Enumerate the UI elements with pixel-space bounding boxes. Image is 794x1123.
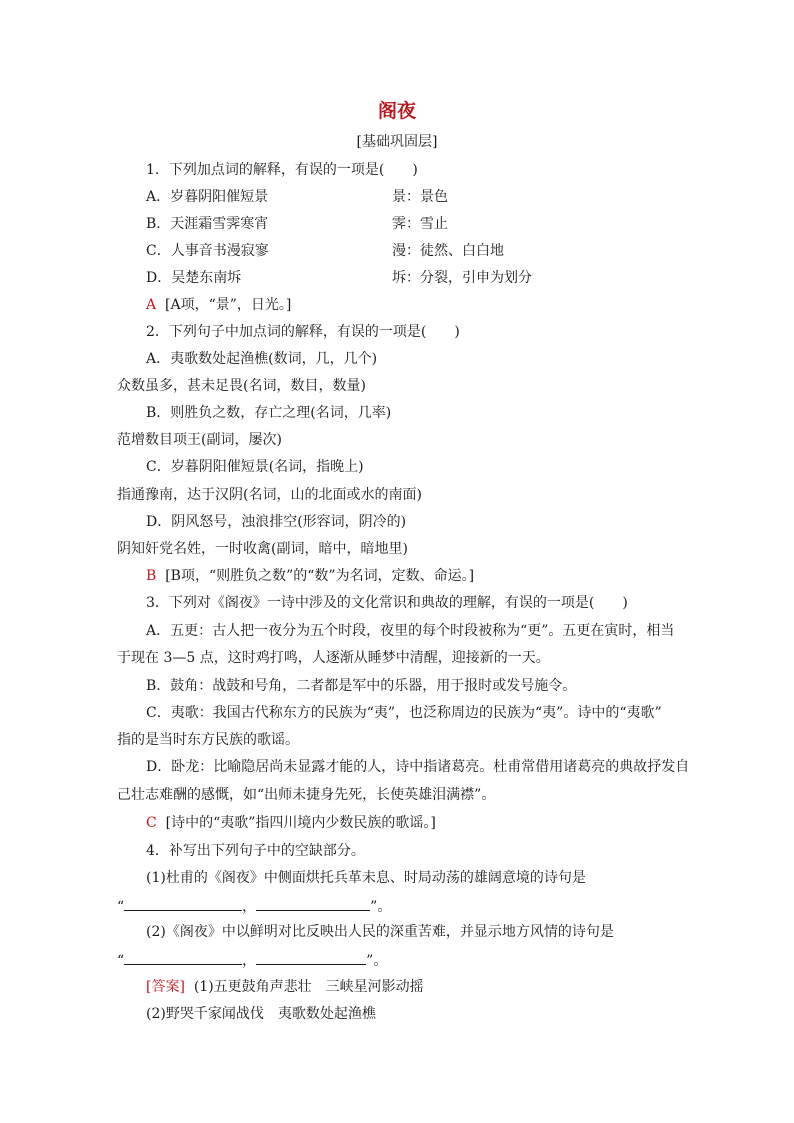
- question-3-option-d-cont: 己壮志难酬的感慨，如“出师未捷身先死，长使英雄泪满襟”。: [117, 787, 496, 803]
- question-4-prompt-2: (2)《阁夜》中以鲜明对比反映出人民的深重苦难，并显示地方风情的诗句是: [146, 924, 614, 940]
- question-1-option-d: D．吴楚东南坼 坼：分裂，引申为划分: [146, 270, 532, 286]
- question-1-option-b: B．天涯霜雪霁寒宵 霁：雪止: [146, 216, 448, 232]
- fill-in-blank[interactable]: [124, 950, 242, 965]
- section-heading: [基础巩固层]: [356, 134, 438, 150]
- question-4-blank-line-2: “ ， ”。: [117, 950, 387, 970]
- answer-letter: A: [146, 297, 157, 313]
- question-3-option-c: C．夷歌：我国古代称东方的民族为“夷”，也泛称周边的民族为“夷”。诗中的“夷歌”: [146, 705, 662, 721]
- question-1-stem: 1．下列加点词的解释，有误的一项是( ): [146, 162, 418, 178]
- question-4-blank-line-1: “ ， ”。: [117, 896, 391, 916]
- question-2-line: 众数虽多，甚未足畏(名词，数目，数量): [117, 378, 366, 394]
- question-4-answer-1: [答案] (1)五更鼓角声悲壮 三峡星河影动摇: [146, 979, 424, 995]
- question-2-line: 范增数目项王(副词，屡次): [117, 432, 282, 448]
- question-3-option-b: B．鼓角：战鼓和号角，二者都是军中的乐器，用于报时或发号施令。: [146, 678, 577, 694]
- question-1-answer: A [A项，“景”，日光。]: [146, 297, 292, 313]
- fill-in-blank[interactable]: [256, 950, 366, 965]
- question-2-answer: B [B项，“则胜负之数”的“数”为名词，定数、命运。]: [146, 568, 475, 584]
- question-4-answer-2: (2)野哭千家闻战伐 夷歌数处起渔樵: [146, 1006, 376, 1022]
- question-3-answer: C [诗中的“夷歌”指四川境内少数民族的歌谣。]: [146, 815, 436, 831]
- question-4-prompt-1: (1)杜甫的《阁夜》中侧面烘托兵革未息、时局动荡的雄阔意境的诗句是: [146, 870, 586, 886]
- question-3-option-d: D．卧龙：比喻隐居尚未显露才能的人，诗中指诸葛亮。杜甫常借用诸葛亮的典故抒发自: [146, 759, 690, 775]
- question-1-option-a: A．岁暮阴阳催短景 景：景色: [146, 189, 448, 205]
- question-2-line: D．阴风怒号，浊浪排空(形容词，阴冷的): [146, 514, 407, 530]
- page-title: 阁夜: [377, 100, 416, 122]
- question-2-line: A．夷歌数处起渔樵(数词，几，几个): [146, 351, 378, 367]
- question-3-option-a-cont: 于现在 3—5 点，这时鸡打鸣，人逐渐从睡梦中清醒，迎接新的一天。: [117, 650, 550, 666]
- answer-letter: C: [146, 815, 157, 831]
- answer-label: [答案]: [146, 979, 185, 995]
- fill-in-blank[interactable]: [124, 896, 242, 911]
- answer-letter: B: [146, 568, 157, 584]
- question-2-line: 阴知奸党名姓，一时收禽(副词，暗中，暗地里): [117, 541, 408, 557]
- question-1-option-c: C．人事音书漫寂寥 漫：徒然、白白地: [146, 243, 504, 259]
- question-2-stem: 2．下列句子中加点词的解释，有误的一项是( ): [146, 324, 460, 340]
- question-3-stem: 3．下列对《阁夜》一诗中涉及的文化常识和典故的理解，有误的一项是( ): [146, 595, 628, 611]
- question-3-option-c-cont: 指的是当时东方民族的歌谣。: [117, 732, 299, 748]
- question-2-line: 指通豫南，达于汉阴(名词，山的北面或水的南面): [117, 487, 422, 503]
- question-4-stem: 4．补写出下列句子中的空缺部分。: [146, 843, 365, 859]
- question-3-option-a: A．五更：古人把一夜分为五个时段，夜里的每个时段被称为“更”。五更在寅时，相当: [146, 623, 675, 639]
- question-2-line: B．则胜负之数，存亡之理(名词，几率): [146, 405, 392, 421]
- fill-in-blank[interactable]: [256, 896, 370, 911]
- question-2-line: C．岁暮阴阳催短景(名词，指晚上): [146, 459, 364, 475]
